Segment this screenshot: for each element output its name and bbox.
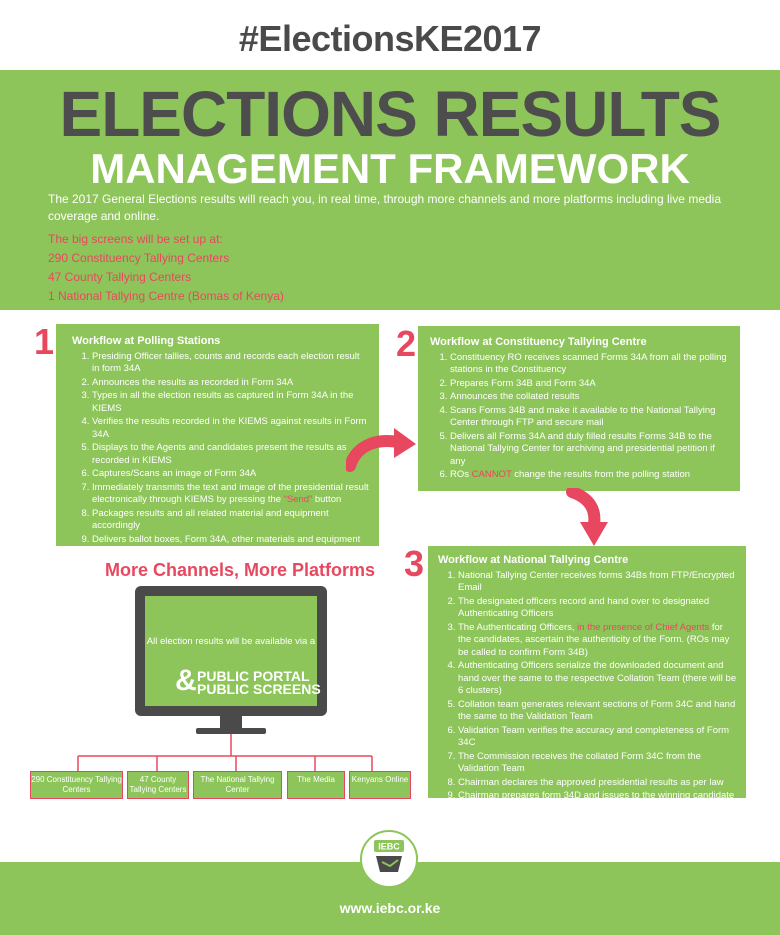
constituency-workflow-title: Workflow at Constituency Tallying Centre	[430, 336, 647, 348]
list-item: 5. Displays to the Agents and candidates present the results as recorded in KIEMS	[92, 442, 369, 467]
destination-constituency: 290 Constituency Tallying Centers	[30, 771, 123, 799]
arrow-down-icon	[562, 488, 622, 550]
big-screen-location: 290 Constituency Tallying Centers	[48, 251, 230, 265]
tv-screen	[145, 596, 321, 706]
screen-text: All election results will be available via a	[146, 636, 316, 647]
item-text: Immediately transmits the text and image of the presidential result electronically through KIEMS by pressing the	[92, 481, 369, 505]
channel-connector-lines	[0, 734, 420, 774]
send-highlight: “Send”	[283, 494, 313, 505]
big-screens-list	[48, 230, 284, 306]
list-item	[92, 482, 369, 507]
item-text: change the results from the polling station	[511, 469, 691, 480]
website-link[interactable]: www.iebc.or.ke	[339, 900, 441, 916]
list-item: 2. Prepares Form 34B and Form 34A	[450, 378, 730, 391]
big-screen-location: 47 County Tallying Centers	[48, 270, 192, 284]
list-item: 8. Packages results and all related material and equipment accordingly	[92, 508, 369, 533]
list-item: 1. National Tallying Center receives forms 34Bs from FTP/Encrypted Email	[458, 570, 738, 595]
item-text: The Authenticating Officers,	[458, 621, 578, 633]
chief-agents-highlight: in the presence of Chief Agents	[577, 621, 710, 633]
list-item: 4. Verifies the results recorded in the KIEMS against results in Form 34A	[92, 416, 369, 441]
cannot-highlight: CANNOT	[471, 469, 512, 480]
public-screens-label: PUBLIC SCREENS	[197, 681, 321, 697]
arrow-right-icon	[346, 416, 418, 476]
list-item	[458, 622, 738, 660]
item-text: for the candidates, ascertain the authenticity of the Form. (ROs may be called to confirm Form 34B)	[458, 621, 730, 658]
list-item: 3. Types in all the election results as captured in Form 34A in the KIEMS	[92, 390, 369, 415]
destination-national: The National Tallying Center	[193, 771, 282, 799]
list-item: 7. The Commission receives the collated Form 34C from the Validation Team	[458, 751, 738, 776]
destination-media: The Media	[287, 771, 345, 799]
list-item: 9. Delivers ballot boxes, Form 34A, other materials and equipment to Constituency Returning Officer	[92, 534, 369, 559]
destination-online: Kenyans Online	[349, 771, 411, 799]
main-subtitle: MANAGEMENT FRAMEWORK	[90, 145, 690, 192]
national-workflow-list	[438, 570, 738, 803]
list-item: 2. The designated officers record and hand over to designated Authenticating Officers	[458, 596, 738, 621]
logo-text: IEBC	[378, 841, 400, 852]
channels-heading: More Channels, More Platforms	[104, 560, 376, 580]
step-number-3: 3	[404, 543, 425, 584]
big-screen-location: 1 National Tallying Centre (Bomas of Kenya)	[48, 289, 284, 303]
iebc-emblem-icon	[362, 832, 416, 886]
list-item: 4. Scans Forms 34B and make it available to the National Tallying Center through FTP and secure mail	[450, 405, 730, 430]
polling-workflow-title: Workflow at Polling Stations	[72, 335, 221, 347]
list-item: 1. Constituency RO receives scanned Forms 34A from all the polling stations in the Constituency	[450, 352, 730, 377]
list-item	[450, 469, 730, 482]
hero-banner	[0, 70, 780, 310]
polling-station-workflow-box	[56, 324, 379, 557]
destination-county: 47 County Tallying Centers	[127, 771, 189, 799]
constituency-workflow-box	[418, 326, 740, 491]
polling-workflow-list	[72, 351, 369, 559]
ampersand-glyph: &	[175, 664, 197, 697]
list-item: 5. Delivers all Forms 34A and duly filled results Forms 34B to the National Tallying Center for archiving and presidential petition if any	[450, 431, 730, 469]
list-item: 9. Chairman prepares form 34D and issues to the winning candidate	[458, 790, 738, 803]
intro-text: The 2017 General Elections results will reach you, in real time, through more channels and more platforms including live media coverage and online.	[48, 192, 722, 223]
list-item: 4. Authenticating Officers serialize the downloaded document and hand over the same to the respective Collation Team (there will be 6 clusters)	[458, 660, 738, 698]
list-item: 1. Presiding Officer tallies, counts and records each election result in form 34A	[92, 351, 369, 376]
national-workflow-title: Workflow at National Tallying Centre	[438, 554, 629, 566]
portal-text	[197, 670, 321, 696]
list-item: 8. Chairman declares the approved presidential results as per law	[458, 777, 738, 790]
item-text: button	[312, 494, 342, 505]
list-item: 3. Announces the collated results	[450, 391, 730, 404]
big-screens-heading: The big screens will be set up at:	[48, 232, 223, 246]
constituency-workflow-list	[430, 352, 730, 482]
list-item: 2. Announces the results as recorded in Form 34A	[92, 377, 369, 390]
list-item: 6. Captures/Scans an image of Form 34A	[92, 468, 369, 481]
list-item: 6. Validation Team verifies the accuracy and completeness of Form 34C	[458, 725, 738, 750]
item-text: ROs	[450, 469, 472, 480]
step-number-1: 1	[34, 321, 55, 362]
list-item: 5. Collation team generates relevant sections of Form 34C and hand the same to the Validation Team	[458, 699, 738, 724]
hashtag-title: #ElectionsKE2017	[238, 18, 542, 59]
step-number-2: 2	[396, 323, 417, 364]
public-portal-label: PUBLIC PORTAL	[197, 668, 310, 684]
tv-icon	[135, 586, 327, 716]
national-workflow-box	[428, 546, 746, 801]
main-title: ELECTIONS RESULTS	[59, 78, 721, 150]
iebc-logo	[360, 830, 418, 888]
